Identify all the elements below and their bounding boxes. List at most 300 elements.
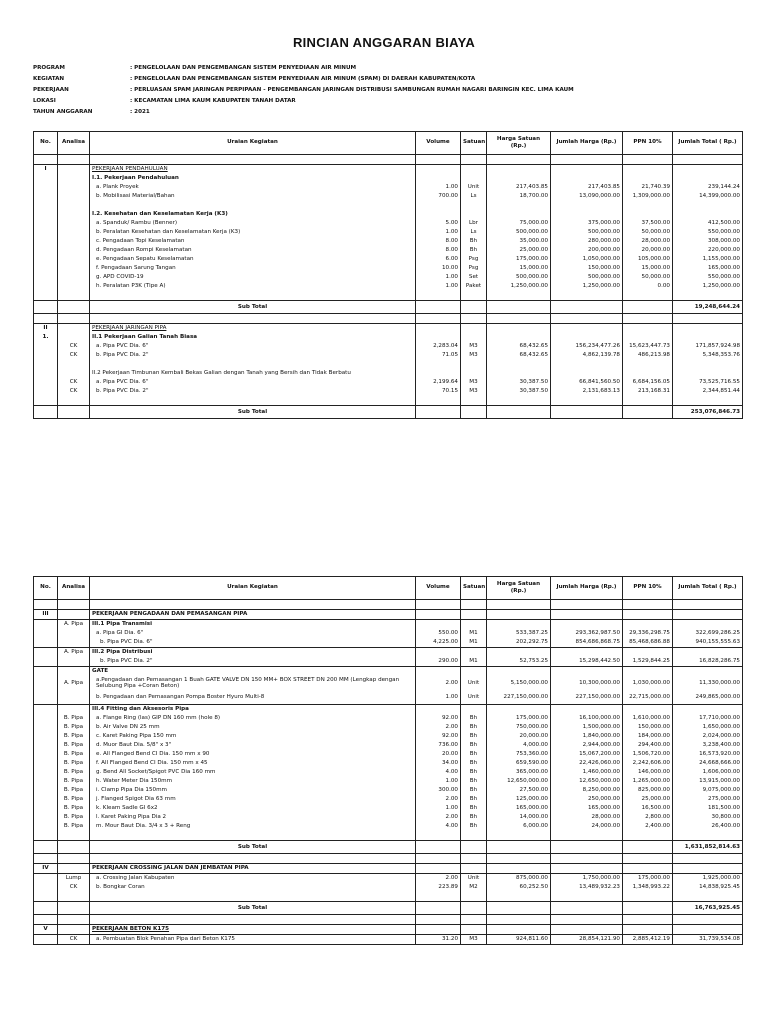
row-volume: 2,199.64 [416,378,461,387]
row-ppn [623,369,673,378]
row-unit [461,620,487,630]
empty-cell [487,841,551,854]
row-unit: Ls [461,192,487,201]
empty-cell [461,291,487,301]
row-number [34,219,58,228]
row-amount: 10,300,000.00 [551,676,623,690]
row-unit-price: 227,150,000.00 [487,690,551,705]
empty-cell [34,854,58,864]
table-row [34,219,743,228]
row-volume: 8.00 [416,246,461,255]
row-number: 1. [34,333,58,342]
row-unit-price: 25,000.00 [487,246,551,255]
row-description: c. Pengadaan Topi Keselamatan [90,237,416,246]
empty-cell [58,155,90,165]
empty-cell [34,360,58,369]
row-number [34,264,58,273]
row-ppn: 15,000.00 [623,264,673,273]
empty-cell [58,892,90,902]
row-volume: 4,225.00 [416,638,461,648]
row-total: 171,857,924.98 [673,342,743,351]
row-number [34,714,58,723]
table-row [34,705,743,715]
row-analisa [58,237,90,246]
row-number [34,174,58,183]
row-unit: Unit [461,690,487,705]
row-amount: 1,460,000.00 [551,768,623,777]
empty-cell [623,831,673,841]
row-amount: 150,000.00 [551,264,623,273]
empty-cell [623,406,673,419]
col-harga-satuan: Harga Satuan (Rp.) [487,132,551,155]
row-total: 5,348,353.76 [673,351,743,360]
table-row [34,273,743,282]
row-volume: 1.00 [416,228,461,237]
subtotal-label: Sub Total [90,902,416,915]
section-row [34,610,743,620]
row-unit: Unit [461,874,487,884]
row-description: a. Flange Ring (las) GIP DN 160 mm (hole 8) [90,714,416,723]
row-volume: 2.00 [416,723,461,732]
row-total [673,369,743,378]
row-analisa: Lump [58,874,90,884]
empty-cell [58,902,90,915]
empty-cell [416,301,461,314]
row-volume: 1.00 [416,183,461,192]
row-total: 1,650,000.00 [673,723,743,732]
row-ppn: 2,885,412.19 [623,935,673,945]
section-row [34,165,743,175]
row-amount [551,210,623,219]
empty-cell [34,600,58,610]
row-amount [551,925,623,935]
row-unit: Bh [461,741,487,750]
row-unit-price: 30,387.50 [487,378,551,387]
row-number [34,378,58,387]
empty-cell [416,201,461,210]
row-volume: 6.00 [416,255,461,264]
table-row [34,342,743,351]
empty-cell [34,902,58,915]
row-unit [461,174,487,183]
row-amount: 1,250,000.00 [551,282,623,291]
row-description: g. APD COVID-19 [90,273,416,282]
empty-cell [623,854,673,864]
row-description: b. Bongkar Coran [90,883,416,892]
row-unit-price [487,369,551,378]
row-amount: 13,090,000.00 [551,192,623,201]
empty-cell [416,396,461,406]
empty-cell [34,155,58,165]
row-ppn [623,648,673,658]
row-unit: Bh [461,723,487,732]
col-harga-satuan: Harga Satuan (Rp.) [487,577,551,600]
row-total [673,705,743,715]
row-number [34,759,58,768]
row-ppn: 50,000.00 [623,273,673,282]
row-description: b. Pipa PVC Dia. 2" [90,657,416,667]
row-volume: 1.00 [416,282,461,291]
empty-cell [551,841,623,854]
empty-cell [461,600,487,610]
row-ppn: 1,265,000.00 [623,777,673,786]
row-total [673,667,743,677]
col-jumlah-harga: Jumlah Harga (Rp.) [551,577,623,600]
row-description: PEKERJAAN BETON K175 [90,925,416,935]
subtotal-row [34,406,743,419]
col-analisa: Analisa [58,577,90,600]
row-volume: 1.00 [416,273,461,282]
empty-cell [551,892,623,902]
empty-cell [487,155,551,165]
row-unit: Lbr [461,219,487,228]
row-volume: 2.00 [416,874,461,884]
row-description: PEKERJAAN CROSSING JALAN DAN JEMBATAN PIPA [90,864,416,874]
row-total: 220,000.00 [673,246,743,255]
row-unit: Set [461,273,487,282]
row-unit-price: 75,000.00 [487,219,551,228]
col-jumlah-total: Jumlah Total ( Rp.) [673,132,743,155]
row-unit: Bh [461,237,487,246]
row-description: b. Pipa PVC Dia. 6" [90,638,416,648]
row-ppn [623,210,673,219]
table-body [34,155,743,419]
row-number [34,690,58,705]
row-unit-price [487,610,551,620]
empty-cell [551,600,623,610]
row-volume: 300.00 [416,786,461,795]
row-volume: 92.00 [416,714,461,723]
row-number [34,732,58,741]
row-total: 14,399,000.00 [673,192,743,201]
row-number [34,369,58,378]
row-analisa [58,667,90,677]
row-description: i. Clamp Pipa Dia 150mm [90,786,416,795]
row-total: 165,000.00 [673,264,743,273]
empty-cell [551,902,623,915]
empty-cell [461,201,487,210]
empty-cell [673,892,743,902]
row-amount [551,864,623,874]
col-satuan: Satuan [461,577,487,600]
row-analisa [58,369,90,378]
row-volume [416,648,461,658]
row-amount: 16,100,000.00 [551,714,623,723]
row-unit-price [487,165,551,175]
row-analisa [58,638,90,648]
row-unit-price [487,667,551,677]
empty-cell [487,600,551,610]
empty-cell [58,841,90,854]
row-number [34,883,58,892]
row-analisa: CK [58,935,90,945]
row-unit-price: 5,150,000.00 [487,676,551,690]
row-description: III.1 Pipa Transmisi [90,620,416,630]
row-analisa: CK [58,351,90,360]
row-unit-price: 533,387.25 [487,629,551,638]
row-amount [551,165,623,175]
row-ppn: 294,400.00 [623,741,673,750]
row-volume: 70.15 [416,387,461,396]
row-volume: 290.00 [416,657,461,667]
row-total: 17,710,000.00 [673,714,743,723]
row-unit [461,324,487,334]
empty-cell [461,314,487,324]
row-number [34,795,58,804]
col-volume: Volume [416,577,461,600]
row-unit-price [487,648,551,658]
empty-cell [623,291,673,301]
empty-cell [90,155,416,165]
row-amount: 250,000.00 [551,795,623,804]
empty-cell [34,396,58,406]
table-row [34,378,743,387]
row-unit: Bh [461,804,487,813]
meta-lokasi: LOKASI : KECAMATAN LIMA KAUM KABUPATEN TANAH DATAR [33,98,296,104]
table-row [34,690,743,705]
row-description: h. Water Meter Dia 150mm [90,777,416,786]
row-total [673,864,743,874]
row-ppn: 6,684,156.05 [623,378,673,387]
empty-cell [673,291,743,301]
row-analisa: B. Pipa [58,750,90,759]
row-unit-price: 217,403.85 [487,183,551,192]
row-ppn: 1,610,000.00 [623,714,673,723]
row-total [673,174,743,183]
row-analisa [58,864,90,874]
table-row [34,786,743,795]
row-volume: 31.20 [416,935,461,945]
subtotal-label: Sub Total [90,406,416,419]
row-ppn: 146,000.00 [623,768,673,777]
empty-cell [673,360,743,369]
row-analisa [58,273,90,282]
row-number [34,750,58,759]
row-volume [416,864,461,874]
row-analisa [58,246,90,255]
empty-cell [461,396,487,406]
spacer-row [34,854,743,864]
row-unit: Bh [461,750,487,759]
row-analisa [58,264,90,273]
empty-cell [673,314,743,324]
empty-cell [487,301,551,314]
col-analisa: Analisa [58,132,90,155]
row-ppn: 1,529,844.25 [623,657,673,667]
row-number [34,804,58,813]
empty-cell [90,600,416,610]
row-ppn: 28,000.00 [623,237,673,246]
row-number: II [34,324,58,334]
row-analisa: B. Pipa [58,732,90,741]
table-row [34,369,743,378]
row-unit: M3 [461,935,487,945]
row-ppn: 1,506,720.00 [623,750,673,759]
row-description: d. Pengadaan Rompi Keselamatan [90,246,416,255]
row-amount: 156,234,477.26 [551,342,623,351]
empty-cell [487,406,551,419]
row-volume [416,925,461,935]
row-unit: M3 [461,342,487,351]
col-uraian: Uraian Kegiatan [90,577,416,600]
row-description: a. Spanduk/ Rambu (Benner) [90,219,416,228]
empty-cell [58,201,90,210]
row-analisa: A. Pipa [58,620,90,630]
row-amount: 2,131,683.13 [551,387,623,396]
row-unit: Bh [461,246,487,255]
row-unit-price [487,324,551,334]
row-analisa [58,333,90,342]
spacer-row [34,600,743,610]
row-analisa: B. Pipa [58,741,90,750]
row-volume: 8.00 [416,237,461,246]
row-ppn: 20,000.00 [623,246,673,255]
row-description: b. Peralatan Kesehatan dan Keselamatan Kerja (K3) [90,228,416,237]
row-analisa: B. Pipa [58,777,90,786]
row-number [34,648,58,658]
row-amount: 293,362,987.50 [551,629,623,638]
row-unit-price [487,174,551,183]
row-amount: 375,000.00 [551,219,623,228]
empty-cell [551,201,623,210]
row-volume [416,369,461,378]
row-description: k. Kleam Sadle GI 6x2 [90,804,416,813]
row-number [34,768,58,777]
row-volume [416,165,461,175]
row-analisa: B. Pipa [58,714,90,723]
empty-cell [34,831,58,841]
empty-cell [58,406,90,419]
row-ppn [623,333,673,342]
row-number: III [34,610,58,620]
empty-cell [461,854,487,864]
spacer-row [34,396,743,406]
empty-cell [623,396,673,406]
row-amount: 500,000.00 [551,273,623,282]
row-unit [461,925,487,935]
table-row [34,282,743,291]
row-unit [461,705,487,715]
row-analisa: A. Pipa [58,648,90,658]
row-amount: 22,426,060.00 [551,759,623,768]
row-ppn: 1,348,993.22 [623,883,673,892]
row-volume: 20.00 [416,750,461,759]
empty-cell [416,915,461,925]
row-volume: 4.00 [416,768,461,777]
row-ppn: 22,715,000.00 [623,690,673,705]
row-unit [461,610,487,620]
table-row [34,183,743,192]
row-analisa [58,690,90,705]
table-row [34,351,743,360]
empty-cell [34,841,58,854]
empty-cell [673,201,743,210]
row-total: 412,500.00 [673,219,743,228]
row-analisa [58,219,90,228]
row-total: 73,525,716.55 [673,378,743,387]
row-number [34,351,58,360]
row-unit: M2 [461,883,487,892]
budget-table-page-1 [33,131,743,419]
empty-cell [416,406,461,419]
row-volume: 700.00 [416,192,461,201]
empty-cell [487,892,551,902]
row-analisa [58,629,90,638]
row-number [34,387,58,396]
row-description: f. Pengadaan Sarung Tangan [90,264,416,273]
row-total [673,210,743,219]
table-row [34,255,743,264]
row-amount [551,648,623,658]
row-unit-price: 125,000.00 [487,795,551,804]
row-ppn [623,165,673,175]
row-amount: 217,403.85 [551,183,623,192]
empty-cell [623,301,673,314]
empty-cell [34,301,58,314]
empty-cell [461,915,487,925]
row-description: a. Crossing Jalan Kabupaten [90,874,416,884]
row-unit: Ls [461,228,487,237]
row-amount: 165,000.00 [551,804,623,813]
empty-cell [673,396,743,406]
row-description: PEKERJAAN PENDAHULUAN [90,165,416,175]
row-unit-price: 875,000.00 [487,874,551,884]
row-ppn [623,610,673,620]
empty-cell [673,600,743,610]
row-total: 181,500.00 [673,804,743,813]
row-ppn: 184,000.00 [623,732,673,741]
row-number [34,638,58,648]
row-description: a.Pengadaan dan Pemasangan 1 Buah GATE VALVE DN 150 MM+ BOX STREET DN 200 MM (Lengkap dengan Selubung Pipa +Coran Beton) [90,676,416,690]
table-row [34,210,743,219]
row-volume: 2.00 [416,676,461,690]
row-unit: Psg [461,255,487,264]
empty-cell [623,360,673,369]
row-total: 31,739,534.08 [673,935,743,945]
row-description: II.1 Pekerjaan Galian Tanah Biasa [90,333,416,342]
row-volume [416,174,461,183]
row-total [673,648,743,658]
row-amount [551,324,623,334]
row-unit-price: 15,000.00 [487,264,551,273]
table-row [34,759,743,768]
row-volume [416,333,461,342]
empty-cell [90,201,416,210]
empty-cell [90,854,416,864]
row-ppn: 29,336,298.75 [623,629,673,638]
row-total: 16,828,286.75 [673,657,743,667]
row-unit-price: 365,000.00 [487,768,551,777]
row-volume: 2,283.04 [416,342,461,351]
row-unit: Psg [461,264,487,273]
subtotal-label: Sub Total [90,301,416,314]
row-ppn: 2,800.00 [623,813,673,822]
row-number [34,282,58,291]
row-unit: M1 [461,638,487,648]
row-description: b. Mobilisasi Material/Bahan [90,192,416,201]
row-total: 13,915,000.00 [673,777,743,786]
row-total: 24,668,666.00 [673,759,743,768]
row-amount: 28,854,121.90 [551,935,623,945]
row-ppn: 16,500.00 [623,804,673,813]
row-total: 308,000.00 [673,237,743,246]
empty-cell [461,841,487,854]
row-number [34,676,58,690]
row-unit [461,210,487,219]
row-ppn: 15,623,447.73 [623,342,673,351]
row-amount: 13,489,932.23 [551,883,623,892]
row-amount: 2,944,000.00 [551,741,623,750]
